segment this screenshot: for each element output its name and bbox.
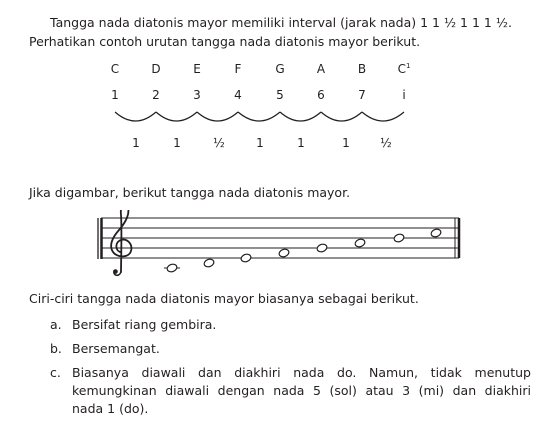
note-letter-high-c: $C^1$ — [397, 62, 411, 76]
scale-notes — [164, 228, 442, 273]
treble-clef-icon — [111, 210, 131, 275]
note-letter: G — [275, 62, 285, 76]
note-letter: F — [234, 62, 242, 76]
list-item-b — [50, 340, 531, 358]
note-letter: B — [357, 62, 367, 76]
scale-intervals — [0, 136, 551, 152]
interval-value: 1 — [173, 136, 181, 150]
features-intro: Ciri-ciri tangga nada diatonis mayor biasanya sebagai berikut. — [29, 291, 419, 306]
music-staff — [0, 210, 551, 280]
interval-value: 1 — [132, 136, 140, 150]
list-text — [72, 364, 531, 418]
list-item-c — [50, 364, 531, 420]
interval-value: ½ — [213, 136, 225, 150]
scale-number: 1 — [111, 88, 119, 102]
whole-note-e — [240, 253, 252, 263]
list-item-a — [50, 316, 531, 334]
scale-number: 4 — [234, 88, 242, 102]
scale-number: i — [402, 88, 406, 102]
superscript-one: 1 — [405, 62, 411, 70]
intro-line-1: Tangga nada diatonis mayor memiliki interval (jarak nada) 1 1 ½ 1 1 1 ½. — [50, 15, 512, 30]
whole-note-c — [166, 263, 178, 273]
note-letter: D — [151, 62, 161, 76]
interval-arcs — [0, 100, 551, 130]
scale-number: 7 — [358, 88, 366, 102]
whole-note-a — [354, 238, 366, 248]
whole-note-high-c — [430, 228, 442, 238]
whole-note-f — [278, 248, 290, 258]
intro-line-2: Perhatikan contoh urutan tangga nada diatonis mayor berikut. — [29, 34, 421, 49]
note-letter: C — [110, 62, 120, 76]
whole-note-d — [203, 258, 215, 268]
list-text-line: kemungkinan diawali dengan nada 5 (sol) atau 3 (mi) dan diakhiri — [72, 383, 531, 398]
list-text-line: Biasanya diawali dan diakhiri nada do. Namun, tidak menutup — [72, 365, 531, 380]
note-letter: E — [193, 62, 201, 76]
scale-number: 2 — [152, 88, 160, 102]
scale-note-letters — [0, 62, 551, 78]
interval-value: 1 — [297, 136, 305, 150]
interval-value: ½ — [380, 136, 392, 150]
list-text-line: nada 1 (do). — [72, 401, 149, 416]
whole-note-g — [316, 243, 328, 253]
list-marker: a. — [50, 317, 62, 332]
note-letter: A — [316, 62, 326, 76]
list-marker: b. — [50, 341, 62, 356]
scale-number: 6 — [317, 88, 325, 102]
list-text: Bersemangat. — [72, 341, 160, 356]
whole-note-b — [393, 233, 405, 243]
drawing-caption: Jika digambar, berikut tangga nada diatonis mayor. — [29, 185, 351, 200]
interval-value: 1 — [342, 136, 350, 150]
scale-number: 3 — [193, 88, 201, 102]
list-text: Bersifat riang gembira. — [72, 317, 217, 332]
list-marker: c. — [50, 365, 61, 380]
interval-value: 1 — [256, 136, 264, 150]
scale-number: 5 — [276, 88, 284, 102]
